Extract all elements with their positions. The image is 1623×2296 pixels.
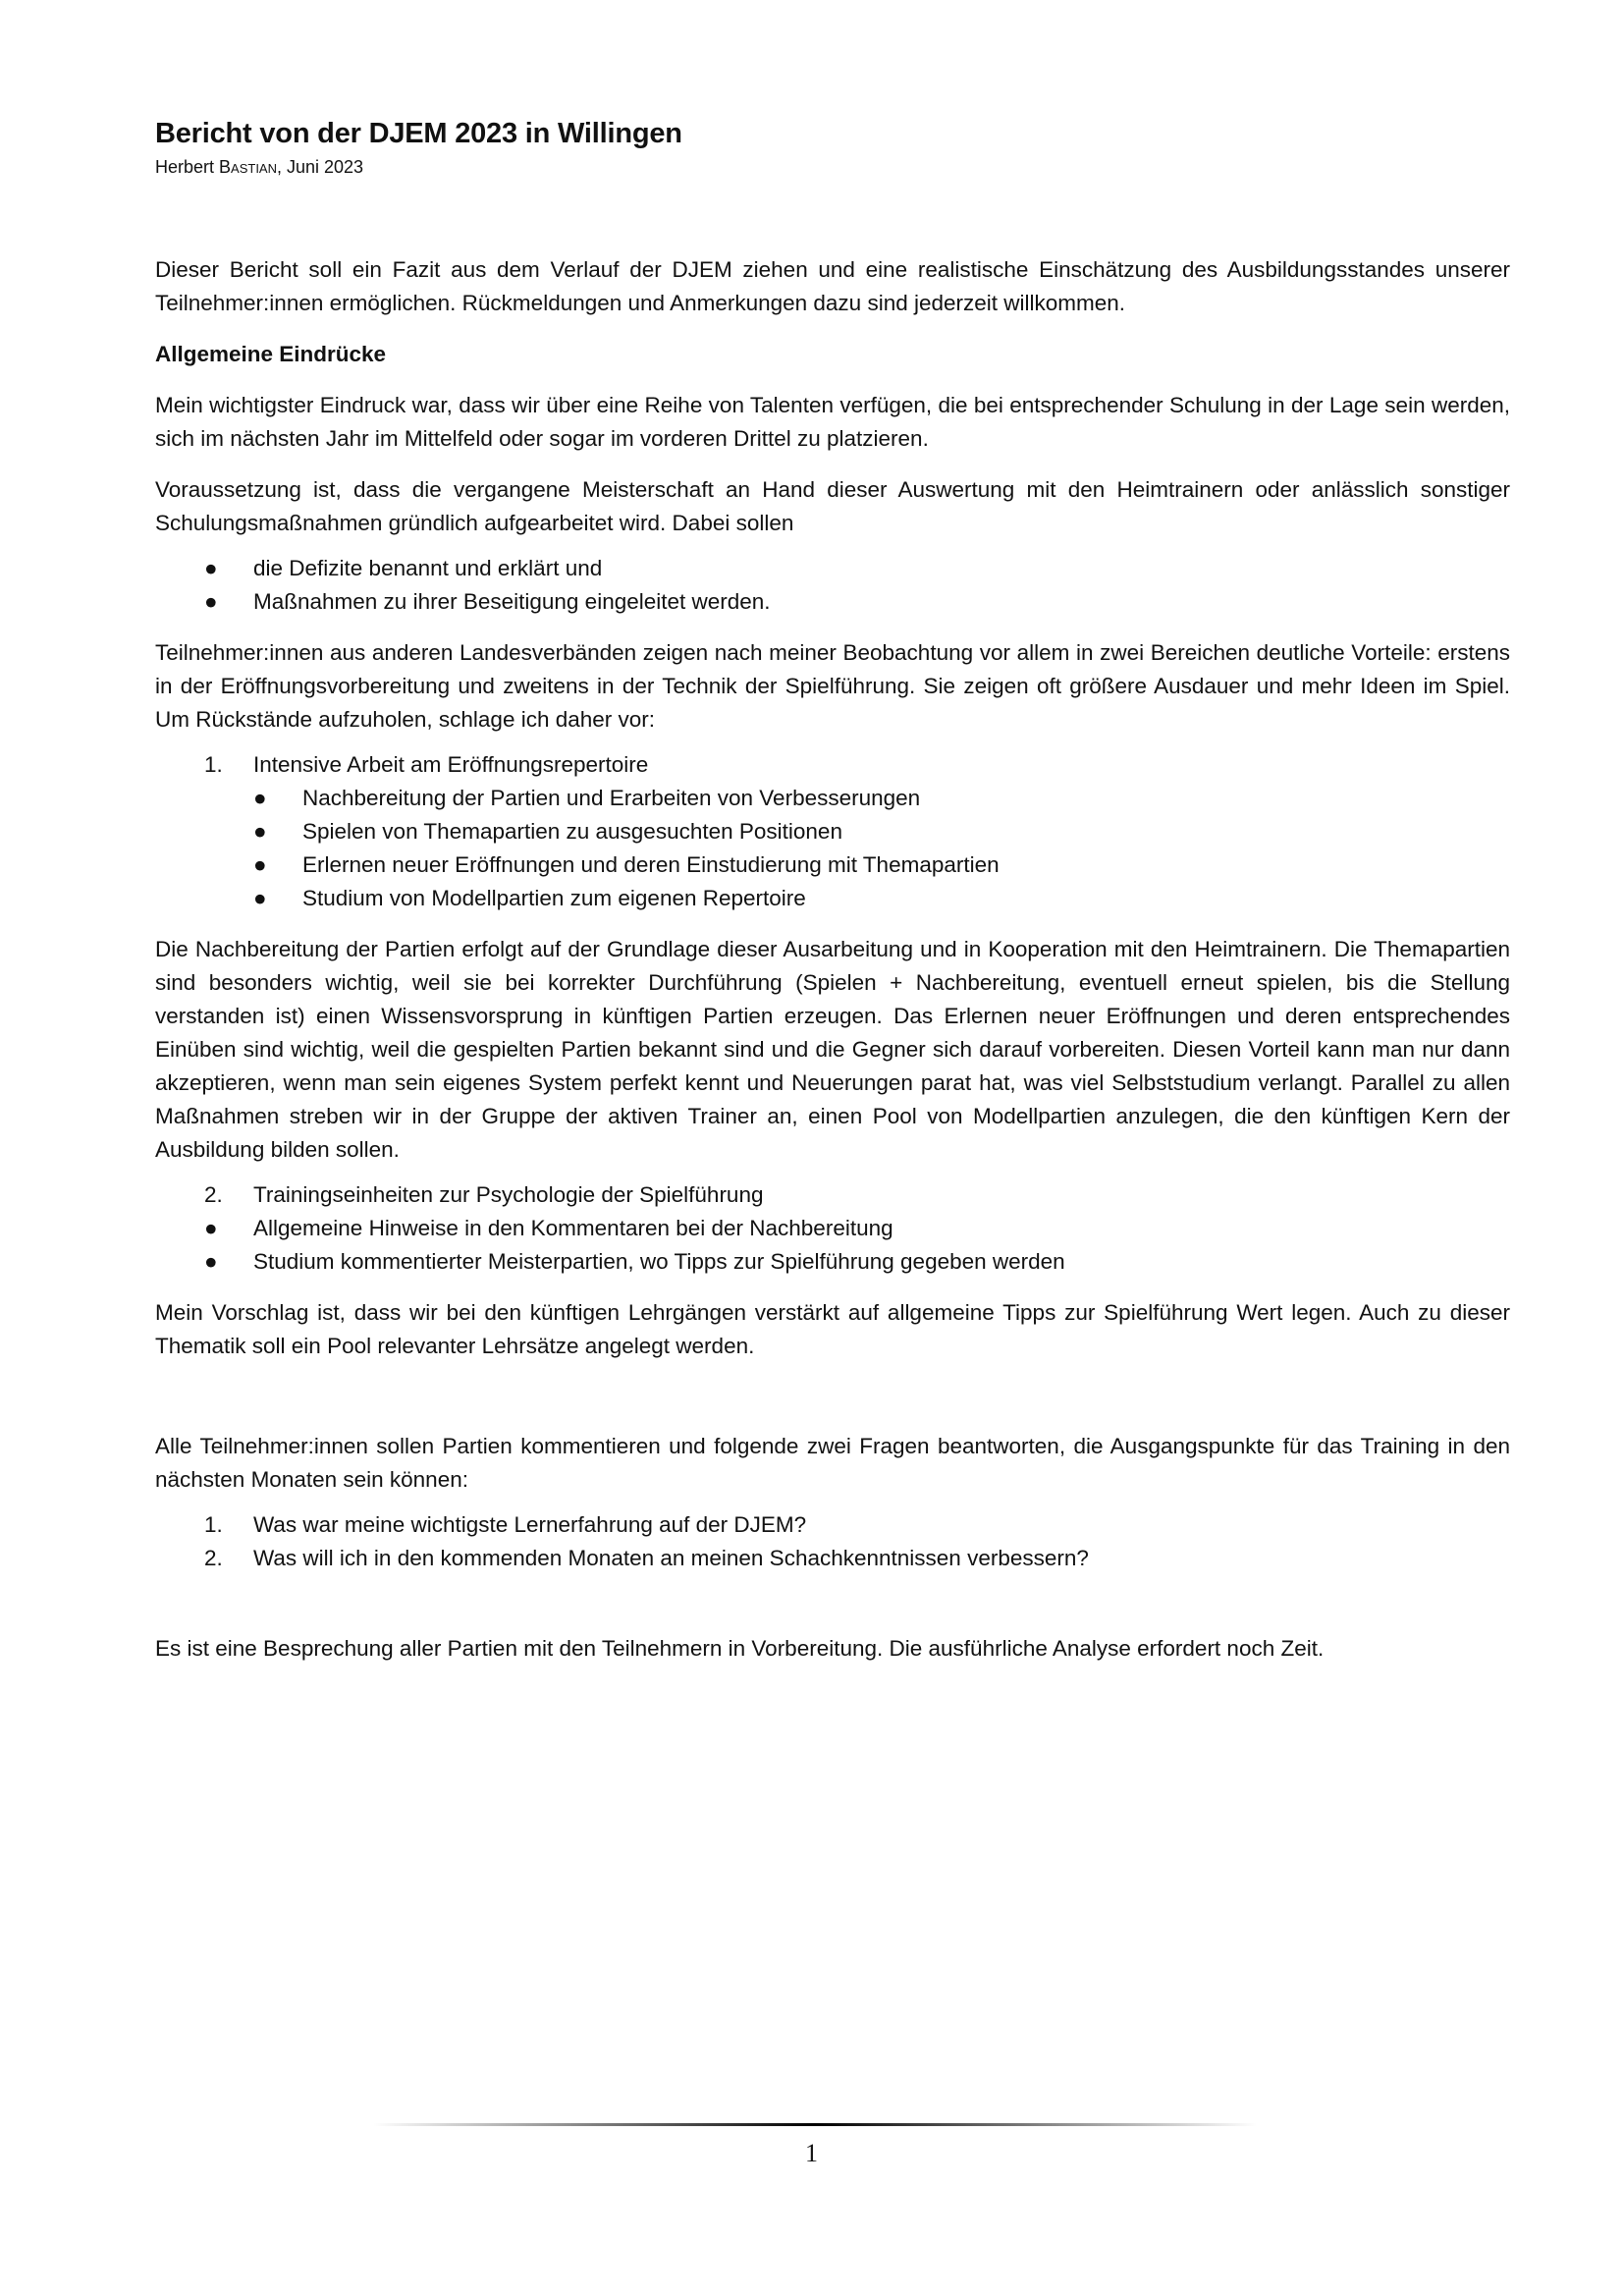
- list-item: ● Nachbereitung der Partien und Erarbeiten von Verbesserungen: [155, 782, 1510, 815]
- author-date: , Juni 2023: [277, 157, 364, 177]
- list-number: 2.: [204, 1182, 223, 1207]
- list-item: 2. Trainingseinheiten zur Psychologie der Spielführung: [155, 1178, 1510, 1212]
- bullet-icon: ●: [204, 589, 218, 614]
- paragraph-explanation: Die Nachbereitung der Partien erfolgt auf der Grundlage dieser Ausarbeitung und in Kooperation mit den Heimtrainern. Die Themapartien sind besonders wichtig, weil sie bei korrekter Durchführung (Spielen + Nachbereitung, eventuell erneut spielen, bis die Stellung verstanden ist) einen Wissensvorsprung in künftigen Partien erzeugen. Das Erlernen neuer Eröffnungen und deren entsprechendes Einüben sind wichtig, weil die gespielten Partien bekannt sind und die Gegner sich darauf vorbereiten. Diesen Vorteil kann man nur dann akzeptieren, wenn man sein eigenes System perfekt kennt und Neuerungen parat hat, was viel Selbststudium verlangt. Parallel zu allen Maßnahmen streben wir in der Gruppe der aktiven Trainer an, einen Pool von Modellpartien anzulegen, die den künftigen Kern der Ausbildung bilden sollen.: [155, 937, 1510, 1162]
- author-first-name: Herbert: [155, 157, 220, 177]
- paragraph-requirement: Voraussetzung ist, dass die vergangene Meisterschaft an Hand dieser Auswertung mit den Heimtrainern oder anlässlich sonstiger Schulungsmaßnahmen gründlich aufgearbeitet wird. Dabei sollen: [155, 477, 1510, 535]
- bullet-icon: ●: [253, 819, 267, 844]
- bullet-list-psychology: [155, 1212, 1510, 1279]
- list-item: ● Allgemeine Hinweise in den Kommentaren bei der Nachbereitung: [155, 1212, 1510, 1245]
- numbered-list-opening: [155, 748, 1510, 782]
- list-item: 2. Was will ich in den kommenden Monaten an meinen Schachkenntnissen verbessern?: [155, 1542, 1510, 1575]
- bullet-icon: ●: [253, 886, 267, 910]
- document-title: Bericht von der DJEM 2023 in Willingen: [155, 118, 682, 149]
- paragraph-comparison: Teilnehmer:innen aus anderen Landesverbänden zeigen nach meiner Beobachtung vor allem in zwei Bereichen deutliche Vorteile: erstens in der Eröffnungsvorbereitung und zweitens in der Technik der Spielführung. Sie zeigen oft größere Ausdauer und mehr Ideen im Spiel. Um Rückstände aufzuholen, schlage ich daher vor:: [155, 640, 1510, 732]
- list-number: 1.: [204, 1512, 223, 1537]
- author-line: [155, 155, 1510, 179]
- numbered-list-psychology: [155, 1178, 1510, 1212]
- numbered-list-questions: [155, 1508, 1510, 1575]
- list-item: ● Studium kommentierter Meisterpartien, wo Tipps zur Spielführung gegeben werden: [155, 1245, 1510, 1279]
- footer-divider: [373, 2123, 1257, 2126]
- bullet-icon: ●: [204, 1216, 218, 1240]
- document-body: [155, 116, 1510, 1666]
- list-number: 2.: [204, 1546, 223, 1570]
- paragraph-questions-intro: Alle Teilnehmer:innen sollen Partien kommentieren und folgende zwei Fragen beantworten, die Ausgangspunkte für das Training in den nächsten Monaten sein können:: [155, 1434, 1510, 1492]
- list-item: ● Erlernen neuer Eröffnungen und deren Einstudierung mit Themapartien: [155, 848, 1510, 882]
- list-item: 1. Was war meine wichtigste Lernerfahrung auf der DJEM?: [155, 1508, 1510, 1542]
- paragraph-proposal: Mein Vorschlag ist, dass wir bei den künftigen Lehrgängen verstärkt auf allgemeine Tipps zur Spielführung Wert legen. Auch zu dieser Thematik soll ein Pool relevanter Lehrsätze angelegt werden.: [155, 1300, 1510, 1358]
- closing-paragraph: Es ist eine Besprechung aller Partien mit den Teilnehmern in Vorbereitung. Die ausführliche Analyse erfordert noch Zeit.: [155, 1636, 1325, 1661]
- bullet-icon: ●: [253, 852, 267, 877]
- list-item: ● Spielen von Themapartien zu ausgesuchten Positionen: [155, 815, 1510, 848]
- bullet-icon: ●: [204, 1249, 218, 1274]
- intro-paragraph: Dieser Bericht soll ein Fazit aus dem Verlauf der DJEM ziehen und eine realistische Einschätzung des Ausbildungsstandes unserer Teilnehmer:innen ermöglichen. Rückmeldungen und Anmerkungen dazu sind jederzeit willkommen.: [155, 257, 1510, 315]
- bullet-icon: ●: [204, 556, 218, 580]
- list-item: ● die Defizite benannt und erklärt und: [155, 552, 1510, 585]
- list-item: 1. Intensive Arbeit am Eröffnungsrepertoire: [155, 748, 1510, 782]
- sub-bullet-list-opening: [155, 782, 1510, 915]
- bullet-list-deficits: [155, 552, 1510, 619]
- paragraph-impression: Mein wichtigster Eindruck war, dass wir über eine Reihe von Talenten verfügen, die bei entsprechender Schulung in der Lage sein werden, sich im nächsten Jahr im Mittelfeld oder sogar im vorderen Drittel zu platzieren.: [155, 393, 1510, 451]
- author-last-name: Bastian: [219, 157, 277, 177]
- page-number: 1: [805, 2139, 818, 2167]
- list-item: ● Studium von Modellpartien zum eigenen Repertoire: [155, 882, 1510, 915]
- bullet-icon: ●: [253, 786, 267, 810]
- section-heading: Allgemeine Eindrücke: [155, 342, 387, 366]
- list-item: ● Maßnahmen zu ihrer Beseitigung eingeleitet werden.: [155, 585, 1510, 619]
- list-number: 1.: [204, 752, 223, 777]
